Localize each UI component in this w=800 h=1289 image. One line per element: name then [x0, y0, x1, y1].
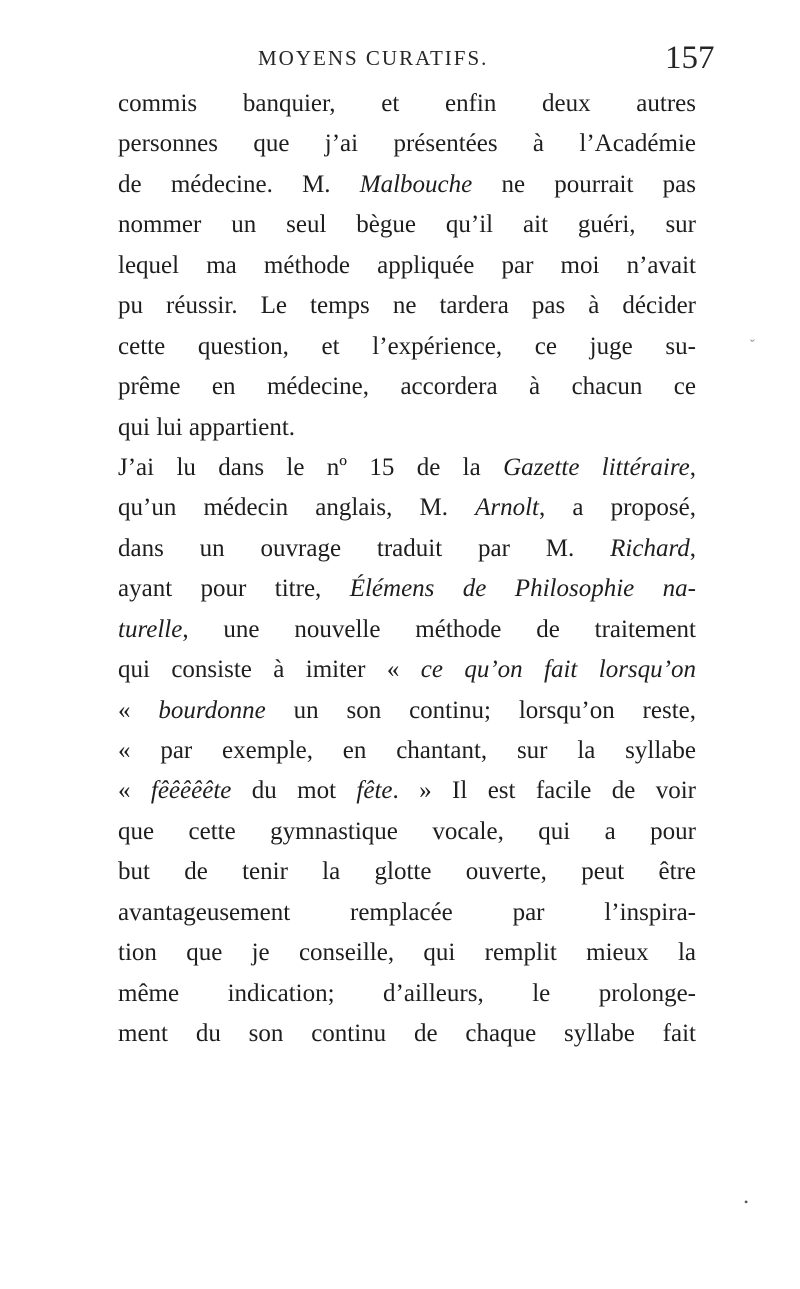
italic-text: fêêêêête	[150, 777, 232, 805]
italic-text: turelle	[118, 615, 183, 643]
text-segment: avantageusement remplacée par l’inspira-	[118, 898, 696, 926]
italic-text: Gazette littéraire	[503, 453, 690, 481]
text-line	[118, 569, 696, 609]
text-line	[118, 84, 696, 124]
text-line	[118, 852, 696, 892]
body-text	[118, 84, 696, 1055]
text-segment: «	[118, 777, 151, 805]
margin-mark: ˇ	[750, 338, 755, 353]
text-line	[118, 650, 696, 690]
text-segment: tion que je conseille, qui remplit mieux la	[118, 939, 696, 967]
text-segment: commis banquier, et enfin deux autres	[118, 90, 696, 117]
text-segment: même indication; d’ailleurs, le prolonge-	[118, 979, 696, 1007]
text-segment: J’ai lu dans le nº 15 de la	[118, 453, 504, 481]
text-segment: ment du son continu de chaque syllabe fait	[118, 1020, 696, 1048]
italic-text: fête	[356, 777, 393, 805]
text-line	[118, 1014, 696, 1054]
text-segment: ne pourrait pas	[472, 170, 696, 198]
text-segment: prême en médecine, accordera à chacun ce	[118, 373, 696, 401]
text-segment: , a proposé,	[538, 494, 696, 522]
margin-mark: •	[744, 1195, 749, 1209]
text-line	[118, 812, 696, 852]
text-line	[118, 165, 696, 205]
text-segment: , une nouvelle méthode de traitement	[182, 615, 696, 643]
text-segment: « par exemple, en chantant, sur la syllabe	[118, 737, 696, 764]
page-number: 157	[665, 40, 715, 76]
italic-text: Élémens de Philosophie na-	[349, 575, 696, 603]
text-segment: personnes que j’ai présentées à l’Académie	[118, 130, 696, 158]
text-segment: que cette gymnastique vocale, qui a pour	[118, 817, 696, 845]
text-segment: ,	[689, 534, 696, 562]
text-line	[118, 933, 696, 973]
text-segment: cette question, et l’expérience, ce juge su-	[118, 332, 696, 360]
text-line	[118, 286, 696, 326]
text-segment: «	[118, 696, 159, 724]
text-segment: dans un ouvrage traduit par M.	[118, 534, 611, 562]
text-line	[118, 124, 696, 164]
text-segment: de médecine. M.	[118, 170, 360, 198]
text-segment: nommer un seul bègue qu’il ait guéri, sur	[118, 211, 696, 239]
text-line	[118, 610, 696, 650]
italic-text: Malbouche	[359, 170, 473, 198]
italic-text: Richard	[610, 534, 690, 562]
text-segment: but de tenir la glotte ouverte, peut être	[118, 858, 696, 886]
text-line	[118, 893, 696, 933]
running-head: MOYENS CURATIFS.	[258, 46, 489, 70]
text-line	[118, 731, 696, 771]
text-line	[118, 974, 696, 1014]
text-line	[118, 327, 696, 367]
text-line	[118, 488, 696, 528]
text-line	[118, 771, 696, 811]
text-segment: ayant pour titre,	[118, 575, 350, 603]
text-line	[118, 448, 696, 488]
italic-text: bourdonne	[158, 696, 266, 724]
text-line	[118, 691, 696, 731]
text-segment: . » Il est facile de voir	[392, 777, 696, 805]
text-segment: qui lui appartient.	[118, 413, 296, 441]
text-line	[118, 205, 696, 245]
text-segment: qui consiste à imiter «	[118, 656, 421, 684]
text-segment: du mot	[231, 777, 357, 805]
text-segment: ,	[689, 453, 696, 481]
text-segment: un son continu; lorsqu’on reste,	[265, 696, 696, 724]
italic-text: Arnolt	[475, 494, 539, 522]
text-line	[118, 367, 696, 407]
italic-text: ce qu’on fait lorsqu’on	[420, 656, 696, 684]
text-segment: qu’un médecin anglais, M.	[118, 494, 476, 522]
text-segment: lequel ma méthode appliquée par moi n’avait	[118, 251, 696, 279]
text-line	[118, 408, 696, 448]
text-segment: pu réussir. Le temps ne tardera pas à décider	[118, 292, 696, 320]
text-line	[118, 529, 696, 569]
text-line	[118, 246, 696, 286]
